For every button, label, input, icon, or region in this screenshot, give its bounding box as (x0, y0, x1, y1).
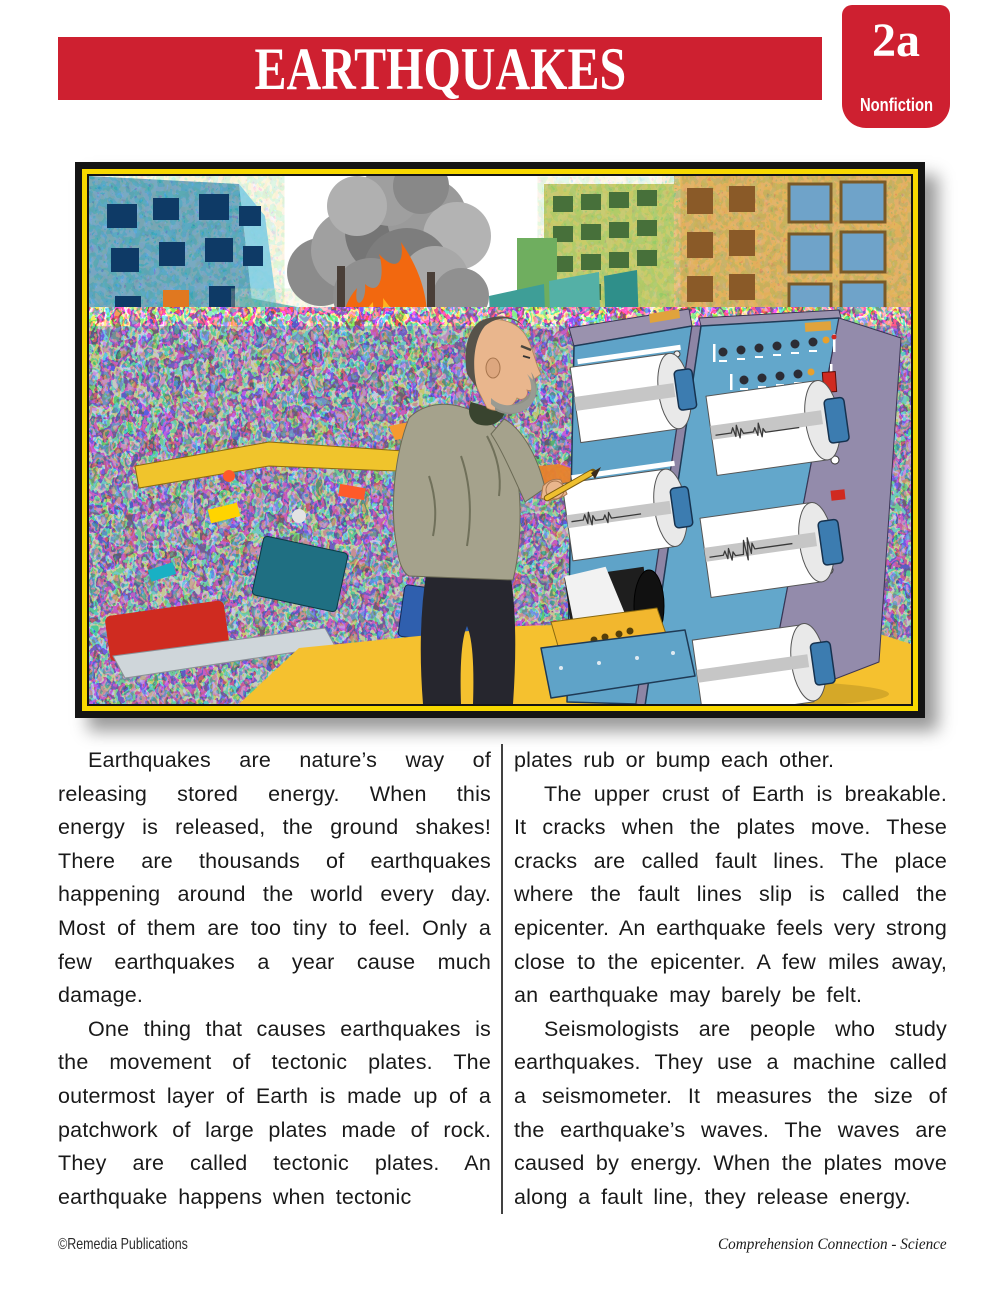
series-title: Comprehension Connection - Science (718, 1236, 947, 1253)
publisher-credit: ©Remedia Publications (58, 1236, 188, 1253)
seismometer-machine (541, 309, 901, 704)
article (58, 744, 947, 1214)
illustration-frame (75, 162, 925, 718)
left-column (58, 744, 491, 1214)
lesson-badge (842, 5, 950, 128)
paragraph-1: Earthquakes are nature’s way of releasing stored energy. When this energy is released, the ground shakes! There are thousands of earthquakes happening around the world every day. Most of them are too tiny to feel. Only a few earthquakes a year cause much damage. (58, 748, 491, 1008)
column-divider (501, 744, 503, 1214)
badge-code: 2a (872, 14, 920, 67)
recording-drum (570, 351, 699, 443)
right-column (514, 744, 947, 1214)
earthquake-illustration-art (89, 176, 911, 704)
paragraph-2-continued: plates rub or bump each other. (514, 748, 835, 772)
page-title: EARTHQUAKES (254, 35, 626, 102)
paragraph-3: The upper crust of Earth is breakable. It cracks when the plates move. These cracks are called fault lines. The place where the fault lines slip is called the epicenter. An earthquake feels very strong close to the epicenter. A few miles away, an earthquake may barely be felt. (514, 781, 947, 1008)
badge-label: Nonfiction (859, 95, 933, 115)
page-footer (58, 1236, 947, 1254)
illustration-yellow-border (82, 169, 918, 711)
page-title-bar (58, 37, 822, 100)
earthquake-illustration (89, 176, 911, 704)
paragraph-4: Seismologists are people who study earthquakes. They use a machine called a seismometer. It measures the size of the earthquake’s waves. The waves are caused by energy. When the plates move along a fault line, they release energy. (514, 1016, 947, 1209)
paragraph-2: One thing that causes earthquakes is the movement of tectonic plates. The outermost layer of Earth is made up of a patchwork of large plates made of rock. They are called tectonic plates. An earthquake happens when tectonic (58, 1016, 491, 1209)
